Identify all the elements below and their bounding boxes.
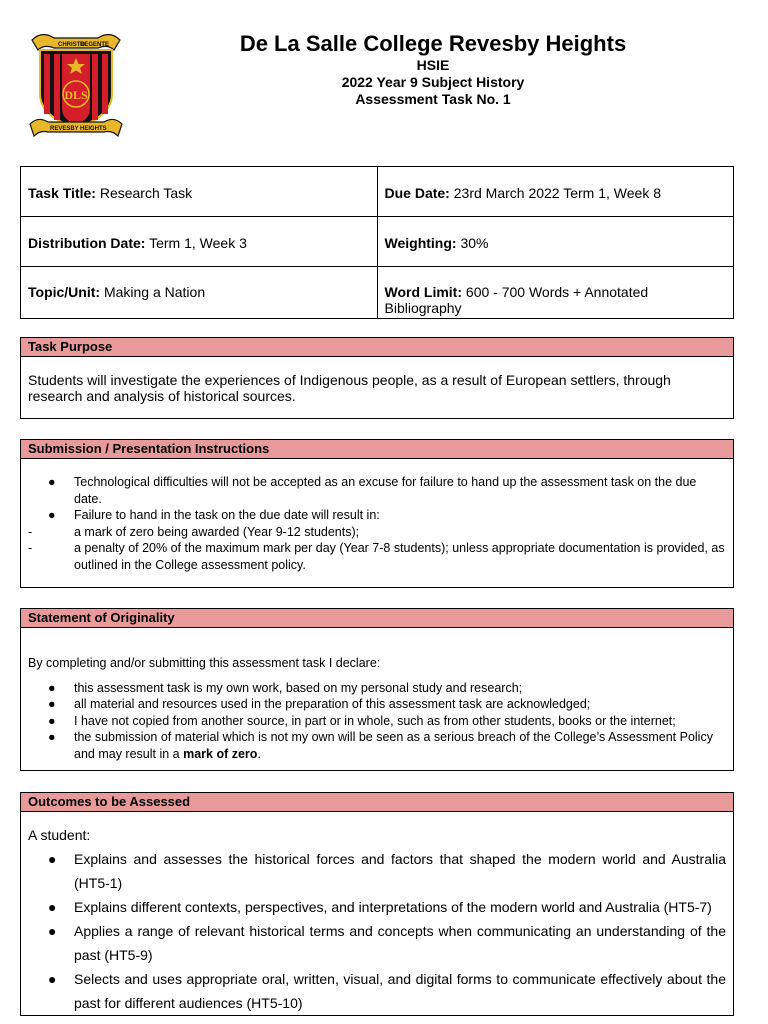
topic-value: Making a Nation (100, 284, 206, 300)
weighting-value: 30% (456, 235, 489, 251)
list-item (28, 967, 726, 1015)
bullet-icon: ● (48, 475, 56, 489)
task-purpose-section (20, 337, 734, 419)
distribution-date-value: Term 1, Week 3 (145, 235, 247, 251)
college-crest-logo (28, 28, 124, 142)
list-item (28, 847, 726, 895)
outcomes-intro: A student: (28, 827, 91, 843)
list-item (28, 474, 726, 507)
list-item-text: Selects and uses appropriate oral, written, visual, and digital forms to communicate effectively about the past for different audiences (HT5-10) (74, 971, 726, 1011)
section-body (21, 812, 733, 1015)
submission-list (28, 474, 726, 573)
svg-text:REVESBY: REVESBY (50, 126, 79, 132)
list-item (28, 713, 726, 730)
section-heading: Submission / Presentation Instructions (21, 440, 733, 459)
word-limit-value: 600 - 700 Words + Annotated Bibliography (384, 284, 649, 316)
bullet-icon: ● (48, 713, 56, 728)
due-date-cell (377, 167, 734, 217)
word-limit-cell (377, 267, 734, 319)
task-number: Assessment Task No. 1 (355, 91, 511, 107)
statement-of-originality-section (20, 608, 734, 771)
section-body (21, 628, 733, 762)
task-title-value: Research Task (95, 185, 193, 201)
word-limit-label: Word Limit: (384, 284, 463, 300)
originality-list (28, 680, 726, 763)
faculty: HSIE (416, 57, 450, 73)
topic-label: Topic/Unit: (28, 284, 101, 300)
table-row (21, 167, 734, 217)
task-details-table (20, 166, 734, 319)
distribution-date-label: Distribution Date: (28, 235, 146, 251)
list-item-text: all material and resources used in the preparation of this assessment task are acknowledged; (74, 697, 591, 711)
list-item (28, 680, 726, 697)
svg-text:DLS: DLS (64, 88, 88, 102)
svg-text:CHRISTO: CHRISTO (58, 42, 85, 48)
list-item-text: Technological difficulties will not be accepted as an excuse for failure to hand up the assessment task on the due date. (74, 475, 697, 506)
list-item-text: a penalty of 20% of the maximum mark per day (Year 7-8 students); unless appropriate documentation is provided, as outlined in the College assessment policy. (74, 541, 725, 572)
list-item (28, 919, 726, 967)
section-heading: Task Purpose (21, 338, 733, 357)
section-heading: Statement of Originality (21, 609, 733, 628)
due-date-value: 23rd March 2022 Term 1, Week 8 (449, 185, 662, 201)
list-item-text: Explains different contexts, perspectives, and interpretations of the modern world and Australia (HT5-7) (74, 899, 712, 915)
weighting-cell (377, 217, 734, 267)
list-item-text: Explains and assesses the historical forces and factors that shaped the modern world and Australia (HT5-1) (74, 851, 726, 891)
bullet-icon: ● (48, 697, 56, 711)
list-item-text: Failure to hand in the task on the due date will result in: (74, 508, 380, 522)
list-item-text-end: . (257, 746, 261, 761)
bullet-icon: ● (48, 680, 56, 695)
table-row (21, 267, 734, 319)
document-header (0, 0, 768, 150)
distribution-date-cell (21, 217, 378, 267)
header-titles (200, 30, 666, 108)
dash-icon: - (28, 541, 33, 555)
topic-cell (21, 267, 378, 319)
svg-text:REGENTE: REGENTE (80, 42, 110, 48)
bullet-icon: ● (48, 899, 57, 915)
table-row (21, 217, 734, 267)
bullet-icon: ● (48, 923, 57, 939)
bullet-icon: ● (48, 971, 57, 987)
list-item-text: Applies a range of relevant historical terms and concepts when communicating an understanding of the past (HT5-9) (74, 923, 726, 963)
bullet-icon: ● (48, 851, 57, 867)
subject-line: 2022 Year 9 Subject History (341, 74, 525, 90)
section-heading: Outcomes to be Assessed (21, 793, 733, 812)
outcomes-section (20, 792, 734, 1016)
list-item-text: this assessment task is my own work, based on my personal study and research; (74, 680, 523, 695)
bullet-icon: ● (48, 508, 56, 522)
list-item-text: I have not copied from another source, in part or in whole, such as from other students, books or the internet; (74, 713, 676, 728)
due-date-label: Due Date: (384, 185, 450, 201)
list-item (28, 729, 726, 762)
bullet-icon: ● (48, 730, 56, 744)
weighting-label: Weighting: (384, 235, 457, 251)
list-item (28, 524, 726, 541)
dash-icon: - (28, 524, 33, 539)
list-item (28, 540, 726, 573)
submission-instructions-section (20, 439, 734, 588)
list-item-text: a mark of zero being awarded (Year 9-12 students); (74, 524, 360, 539)
svg-text:HEIGHTS: HEIGHTS (80, 126, 107, 132)
outcomes-list (28, 847, 726, 1015)
task-title-cell (21, 167, 378, 217)
list-item (28, 895, 726, 919)
originality-intro: By completing and/or submitting this assessment task I declare: (28, 656, 381, 670)
task-purpose-text: Students will investigate the experiences of Indigenous people, as a result of European settlers, through research and analysis of historical sources. (28, 372, 671, 404)
mark-of-zero-text: mark of zero (183, 746, 258, 761)
section-body (21, 459, 733, 573)
list-item-text: the submission of material which is not my own will be seen as a serious breach of the College’s Assessment Policy and may result in a (74, 730, 713, 761)
list-item (28, 696, 726, 713)
list-item (28, 507, 726, 524)
task-title-label: Task Title: (28, 185, 96, 201)
school-name: De La Salle College Revesby Heights (239, 31, 627, 56)
